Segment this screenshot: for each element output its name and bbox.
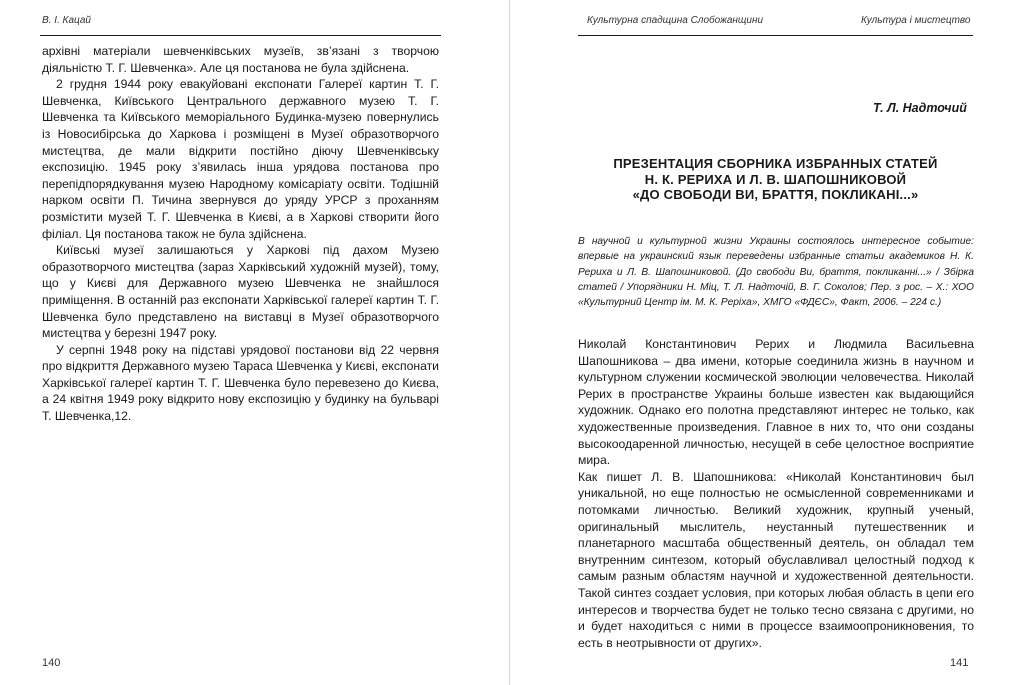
paragraph: Київські музеї залишаються у Харкові під дахом Музею образотворчого мистецтва (зараз Харківський художній музей), тому, що у Києві для Державного музею Шевченка не знайшлося приміщення. В останній раз експонати Харківської галереї картин Т. Г. Шевченка було представлено на виставці в Музеї образотворчого мистецтва у березні 1947 року. xyxy=(42,243,439,341)
title-line: «ДО СВОБОДИ ВИ, БРАТТЯ, ПОКЛИКАНІ...» xyxy=(632,187,919,202)
page-number: 140 xyxy=(42,657,61,669)
left-page xyxy=(0,0,509,685)
paragraph: архівні матеріали шевченківських музеїв, зв’язані з творчою діяльністю Т. Г. Шевченка». Але ця постанова не була здійснена. xyxy=(42,44,439,75)
running-head-right: Культура і мистецтво xyxy=(861,15,971,26)
paragraph: 2 грудня 1944 року евакуйовані експонати Галереї картин Т. Г. Шевченка, Київського Центрального державного музею Т. Г. Шевченка та Київського меморіального Будинка-музею повернулись із Новосибірська до Харкова і розміщені в Музеї образотворчого мистецтва, де мали відкрити постійно діючу Шевченківську експозицію. 1945 року з’явилась інша урядова постанова про перепідпорядкування музею Народному комісаріату освіти. Тодішній нарком освіти П. Тичина звернувся до уряду УРСР з проханням розмістити музей Т. Г. Шевченка в Києві, а в Харкові створити його філіал. Ця постанова також не була здійснена. xyxy=(42,77,439,241)
running-head-left: Культурна спадщина Слобожанщини xyxy=(587,15,764,26)
article-abstract: В научной и культурной жизни Украины состоялось интересное событие: впервые на украинский язык переведены избранные статьи академиков Н. К. Рериха и Л. В. Шапошниковой. (До свободи Ви, браття, покликанні...» / Збірка статей / Упорядники Н. Міц, Т. Л. Надточій, В. Г. Соколов; Пер. з рос. – Х.: ХОО «Культурний Центр ім. М. К. Реріха», ХМГО «ФДЄС», Факт, 2006. – 224 с.) xyxy=(578,236,974,309)
title-line: Н. К. РЕРИХА И Л. В. ШАПОШНИКОВОЙ xyxy=(644,171,907,187)
running-head: В. І. Кацай xyxy=(42,15,91,26)
paragraph: Как пишет Л. В. Шапошникова: «Николай Константинович был уникальной, но еще полностью не осмысленной современниками и потомками личностью. Великий художник, крупный ученый, оригинальный мыслитель, неустанный путешественник и планетарного масштаба общественный деятель, он обладал тем внутренним синтезом, который обуславливал целостный подход к самым разным областям научной и художественной деятельности. Такой синтез создает условия, при которых любая область в цепи его интересов и творчества будет не только тесно связана с другими, но и будет находиться с ними в процессе взаимоопроникновения, то есть в неотрывности от других». xyxy=(578,469,974,650)
body-text xyxy=(578,336,974,651)
article-author: Т. Л. Надточий xyxy=(873,101,967,115)
header-rule xyxy=(40,35,441,36)
header-rule xyxy=(578,35,973,36)
body-text xyxy=(42,43,439,425)
paragraph: У серпні 1948 року на підставі урядової постанови від 22 червня про відкриття Державного музею Тараса Шевченка у Києві, експонати Харківської галереї картин Т. Г. Шевченка було перевезено до Києва, а 24 квітня 1949 року відкрито нову експозицію у будинку на бульварі Т. Шевченка,12. xyxy=(42,342,439,424)
paragraph: Николай Константинович Рерих и Людмила Васильевна Шапошникова – два имени, которые соединила жизнь в научном и культурном служении космической эволюции человечества. Николай Рерих в пространстве Украины больше известен как выдающийся художник. Однако его полотна представляют интерес не только, как художественные произведения. Главное в них то, что они созданы высокоодаренной личностью, несущей в себе целостное восприятие мира. xyxy=(578,337,974,468)
page-number: 141 xyxy=(950,657,969,669)
article-title xyxy=(578,156,973,203)
right-page xyxy=(510,0,1019,685)
title-line: ПРЕЗЕНТАЦИЯ СБОРНИКА ИЗБРАННЫХ СТАТЕЙ xyxy=(613,156,938,171)
